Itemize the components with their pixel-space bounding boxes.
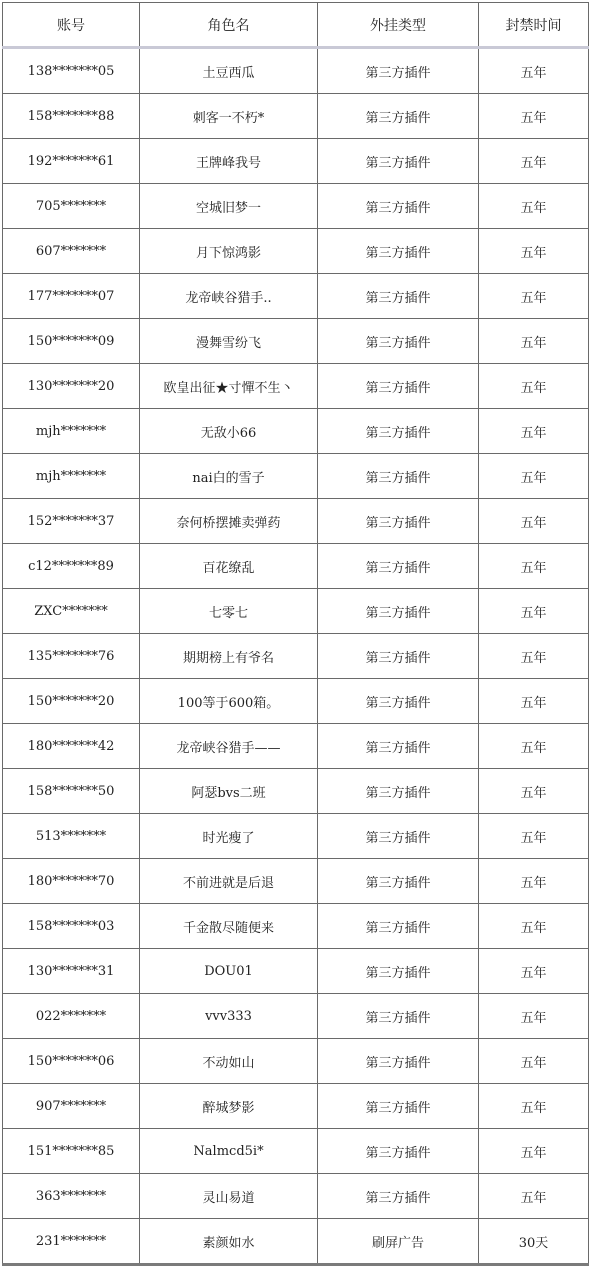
- role-name-cell: 欧皇出征★寸憚不生丶: [140, 364, 318, 409]
- ban-list-table: [2, 2, 589, 1266]
- ban-duration-cell: 五年: [479, 904, 589, 949]
- account-cell: 158*******50: [3, 769, 140, 814]
- ban-duration-cell: 五年: [479, 409, 589, 454]
- header-account: 账号: [3, 3, 140, 48]
- cheat-type-cell: 第三方插件: [318, 949, 479, 994]
- account-cell: 158*******88: [3, 94, 140, 139]
- account-cell: 130*******31: [3, 949, 140, 994]
- ban-duration-cell: 五年: [479, 949, 589, 994]
- cheat-type-cell: 第三方插件: [318, 724, 479, 769]
- ban-duration-cell: 五年: [479, 814, 589, 859]
- cheat-type-cell: 第三方插件: [318, 1084, 479, 1129]
- table-row: [3, 859, 589, 904]
- role-name-cell: 刺客一不朽*: [140, 94, 318, 139]
- account-cell: 158*******03: [3, 904, 140, 949]
- cheat-type-cell: 第三方插件: [318, 184, 479, 229]
- role-name-cell: 月下惊鸿影: [140, 229, 318, 274]
- cheat-type-cell: 第三方插件: [318, 319, 479, 364]
- role-name-cell: 100等于600箱。: [140, 679, 318, 724]
- role-name-cell: 阿瑟bvs二班: [140, 769, 318, 814]
- table-row: [3, 589, 589, 634]
- account-cell: 180*******70: [3, 859, 140, 904]
- ban-duration-cell: 五年: [479, 139, 589, 184]
- ban-duration-cell: 五年: [479, 544, 589, 589]
- account-cell: 907*******: [3, 1084, 140, 1129]
- account-cell: 150*******06: [3, 1039, 140, 1084]
- role-name-cell: 不动如山: [140, 1039, 318, 1084]
- table-row: [3, 724, 589, 769]
- account-cell: mjh*******: [3, 409, 140, 454]
- table-row: [3, 499, 589, 544]
- cheat-type-cell: 第三方插件: [318, 139, 479, 184]
- ban-duration-cell: 五年: [479, 589, 589, 634]
- account-cell: ZXC*******: [3, 589, 140, 634]
- table-row: [3, 1219, 589, 1265]
- ban-duration-cell: 五年: [479, 634, 589, 679]
- table-row: [3, 274, 589, 319]
- table-row: [3, 454, 589, 499]
- role-name-cell: 无敌小66: [140, 409, 318, 454]
- cheat-type-cell: 刷屏广告: [318, 1219, 479, 1265]
- account-cell: 138*******05: [3, 48, 140, 94]
- ban-duration-cell: 五年: [479, 859, 589, 904]
- ban-duration-cell: 五年: [479, 319, 589, 364]
- ban-duration-cell: 五年: [479, 48, 589, 94]
- cheat-type-cell: 第三方插件: [318, 904, 479, 949]
- account-cell: 151*******85: [3, 1129, 140, 1174]
- ban-duration-cell: 五年: [479, 994, 589, 1039]
- account-cell: 135*******76: [3, 634, 140, 679]
- ban-duration-cell: 五年: [479, 364, 589, 409]
- cheat-type-cell: 第三方插件: [318, 229, 479, 274]
- account-cell: c12*******89: [3, 544, 140, 589]
- role-name-cell: 漫舞雪纷飞: [140, 319, 318, 364]
- cheat-type-cell: 第三方插件: [318, 769, 479, 814]
- table-row: [3, 364, 589, 409]
- role-name-cell: 龙帝峡谷猎手..: [140, 274, 318, 319]
- account-cell: mjh*******: [3, 454, 140, 499]
- table-row: [3, 409, 589, 454]
- role-name-cell: 不前进就是后退: [140, 859, 318, 904]
- cheat-type-cell: 第三方插件: [318, 814, 479, 859]
- role-name-cell: 龙帝峡谷猎手——: [140, 724, 318, 769]
- ban-duration-cell: 五年: [479, 229, 589, 274]
- ban-duration-cell: 五年: [479, 184, 589, 229]
- role-name-cell: 百花缭乱: [140, 544, 318, 589]
- role-name-cell: 奈何桥摆摊卖弹药: [140, 499, 318, 544]
- cheat-type-cell: 第三方插件: [318, 679, 479, 724]
- cheat-type-cell: 第三方插件: [318, 274, 479, 319]
- table-row: [3, 319, 589, 364]
- ban-duration-cell: 五年: [479, 769, 589, 814]
- account-cell: 152*******37: [3, 499, 140, 544]
- header-role-name: 角色名: [140, 3, 318, 48]
- cheat-type-cell: 第三方插件: [318, 1039, 479, 1084]
- account-cell: 150*******09: [3, 319, 140, 364]
- cheat-type-cell: 第三方插件: [318, 994, 479, 1039]
- cheat-type-cell: 第三方插件: [318, 48, 479, 94]
- role-name-cell: 空城旧梦一: [140, 184, 318, 229]
- table-row: [3, 1039, 589, 1084]
- ban-duration-cell: 30天: [479, 1219, 589, 1265]
- ban-duration-cell: 五年: [479, 274, 589, 319]
- role-name-cell: 时光瘦了: [140, 814, 318, 859]
- account-cell: 150*******20: [3, 679, 140, 724]
- cheat-type-cell: 第三方插件: [318, 409, 479, 454]
- table-row: [3, 94, 589, 139]
- header-ban-duration: 封禁时间: [479, 3, 589, 48]
- account-cell: 192*******61: [3, 139, 140, 184]
- cheat-type-cell: 第三方插件: [318, 544, 479, 589]
- ban-duration-cell: 五年: [479, 679, 589, 724]
- role-name-cell: 王牌峰我号: [140, 139, 318, 184]
- table-row: [3, 139, 589, 184]
- table-row: [3, 1174, 589, 1219]
- role-name-cell: 期期榜上有爷名: [140, 634, 318, 679]
- account-cell: 022*******: [3, 994, 140, 1039]
- table-row: [3, 679, 589, 724]
- ban-duration-cell: 五年: [479, 499, 589, 544]
- role-name-cell: Nalmcd5i*: [140, 1129, 318, 1174]
- ban-duration-cell: 五年: [479, 1039, 589, 1084]
- table-body: [3, 48, 589, 1265]
- account-cell: 130*******20: [3, 364, 140, 409]
- cheat-type-cell: 第三方插件: [318, 364, 479, 409]
- table-row: [3, 634, 589, 679]
- table-row: [3, 1129, 589, 1174]
- table-row: [3, 949, 589, 994]
- table-row: [3, 904, 589, 949]
- ban-duration-cell: 五年: [479, 94, 589, 139]
- role-name-cell: DOU01: [140, 949, 318, 994]
- ban-duration-cell: 五年: [479, 1174, 589, 1219]
- table-header: [3, 3, 589, 48]
- cheat-type-cell: 第三方插件: [318, 499, 479, 544]
- role-name-cell: 醉城梦影: [140, 1084, 318, 1129]
- account-cell: 177*******07: [3, 274, 140, 319]
- ban-duration-cell: 五年: [479, 454, 589, 499]
- cheat-type-cell: 第三方插件: [318, 94, 479, 139]
- account-cell: 180*******42: [3, 724, 140, 769]
- account-cell: 363*******: [3, 1174, 140, 1219]
- account-cell: 705*******: [3, 184, 140, 229]
- account-cell: 231*******: [3, 1219, 140, 1265]
- table-row: [3, 814, 589, 859]
- role-name-cell: 七零七: [140, 589, 318, 634]
- role-name-cell: 土豆西瓜: [140, 48, 318, 94]
- cheat-type-cell: 第三方插件: [318, 634, 479, 679]
- cheat-type-cell: 第三方插件: [318, 1174, 479, 1219]
- account-cell: 513*******: [3, 814, 140, 859]
- table-row: [3, 184, 589, 229]
- cheat-type-cell: 第三方插件: [318, 589, 479, 634]
- table-row: [3, 544, 589, 589]
- header-cheat-type: 外挂类型: [318, 3, 479, 48]
- cheat-type-cell: 第三方插件: [318, 454, 479, 499]
- role-name-cell: 千金散尽随便来: [140, 904, 318, 949]
- role-name-cell: 灵山易道: [140, 1174, 318, 1219]
- table-row: [3, 1084, 589, 1129]
- table-row: [3, 229, 589, 274]
- cheat-type-cell: 第三方插件: [318, 859, 479, 904]
- role-name-cell: nai白的雪子: [140, 454, 318, 499]
- header-row: [3, 3, 589, 48]
- account-cell: 607*******: [3, 229, 140, 274]
- role-name-cell: 素颜如水: [140, 1219, 318, 1265]
- role-name-cell: vvv333: [140, 994, 318, 1039]
- ban-duration-cell: 五年: [479, 1084, 589, 1129]
- ban-duration-cell: 五年: [479, 1129, 589, 1174]
- cheat-type-cell: 第三方插件: [318, 1129, 479, 1174]
- ban-duration-cell: 五年: [479, 724, 589, 769]
- table-row: [3, 994, 589, 1039]
- table-row: [3, 769, 589, 814]
- table-row: [3, 48, 589, 94]
